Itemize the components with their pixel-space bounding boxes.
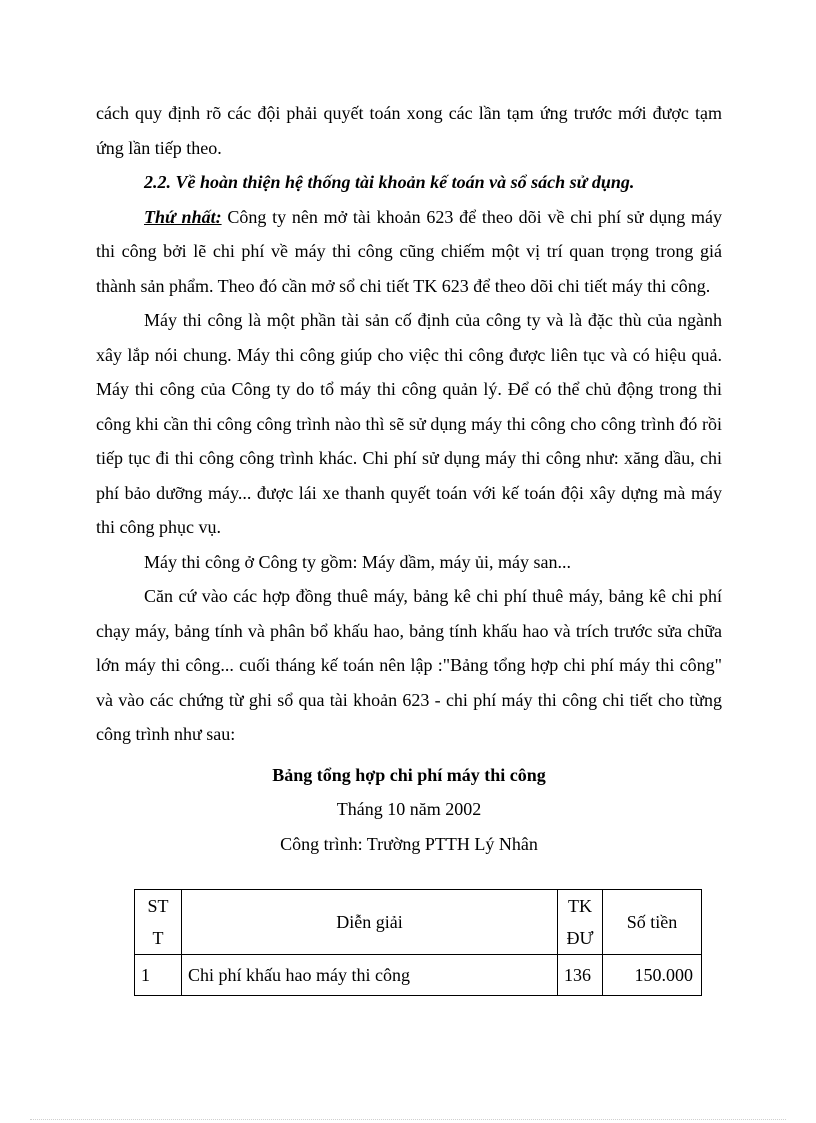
header-stt: ST T xyxy=(135,890,182,955)
cell-account: 136 xyxy=(558,955,603,996)
paragraph-continuation: cách quy định rõ các đội phải quyết toán xong các lần tạm ứng trước mới được tạm ứng lần tiếp theo. xyxy=(96,103,722,158)
page-bottom-divider xyxy=(30,1119,786,1120)
header-description: Diễn giải xyxy=(182,890,558,955)
paragraph-first-point xyxy=(96,200,722,304)
table-month: Tháng 10 năm 2002 xyxy=(336,799,482,819)
paragraph-first-point-text: Công ty nên mở tài khoản 623 để theo dõi về chi phí sử dụng máy thi công bởi lẽ chi phí về máy thi công cũng chiếm một vị trí quan trọng trong giá thành sản phẩm. Theo đó cần mở sổ chi tiết TK 623 để theo dõi chi tiết máy thi công. xyxy=(96,206,722,296)
cell-description: Chi phí khấu hao máy thi công xyxy=(182,955,558,996)
table-header-row xyxy=(135,890,702,955)
table-row xyxy=(135,955,702,996)
document-page xyxy=(96,96,722,861)
header-amount: Số tiền xyxy=(603,890,702,955)
table-project: Công trình: Trường PTTH Lý Nhân xyxy=(280,833,538,854)
cell-stt: 1 xyxy=(135,955,182,996)
section-heading: 2.2. Về hoàn thiện hệ thống tài khoản kế toán và sổ sách sử dụng. xyxy=(144,172,635,192)
paragraph-basis: Căn cứ vào các hợp đồng thuê máy, bảng kê chi phí thuê máy, bảng kê chi phí chạy máy, bảng tính và phân bổ khấu hao, bảng tính khấu hao và trích trước sửa chữa lớn máy thi công... cuối tháng kế toán nên lập :"Bảng tổng hợp chi phí máy thi công" và vào các chứng từ ghi sổ qua tài khoản 623 - chi phí máy thi công chi tiết cho từng công trình như sau: xyxy=(96,586,722,744)
paragraph-machinery-list: Máy thi công ở Công ty gồm: Máy dầm, máy ủi, máy san... xyxy=(144,551,571,572)
paragraph-machinery: Máy thi công là một phần tài sản cố định của công ty và là đặc thù của ngành xây lắp nói chung. Máy thi công giúp cho việc thi công được liên tục và có hiệu quả. Máy thi công của Công ty do tổ máy thi công quản lý. Để có thể chủ động trong thi công khi cần thi công công trình nào thì sẽ sử dụng máy thi công cho công trình đó rồi tiếp tục đi thi công công trình khác. Chi phí sử dụng máy thi công như: xăng dầu, chi phí bảo dưỡng máy... được lái xe thanh quyết toán với kế toán đội xây dựng mà máy thi công phục vụ. xyxy=(96,310,722,537)
header-account: TK ĐƯ xyxy=(558,890,603,955)
cell-amount: 150.000 xyxy=(603,955,702,996)
lead-label: Thứ nhất: xyxy=(144,206,222,227)
cost-summary-table xyxy=(134,889,702,996)
table-title: Bảng tổng hợp chi phí máy thi công xyxy=(272,764,546,785)
